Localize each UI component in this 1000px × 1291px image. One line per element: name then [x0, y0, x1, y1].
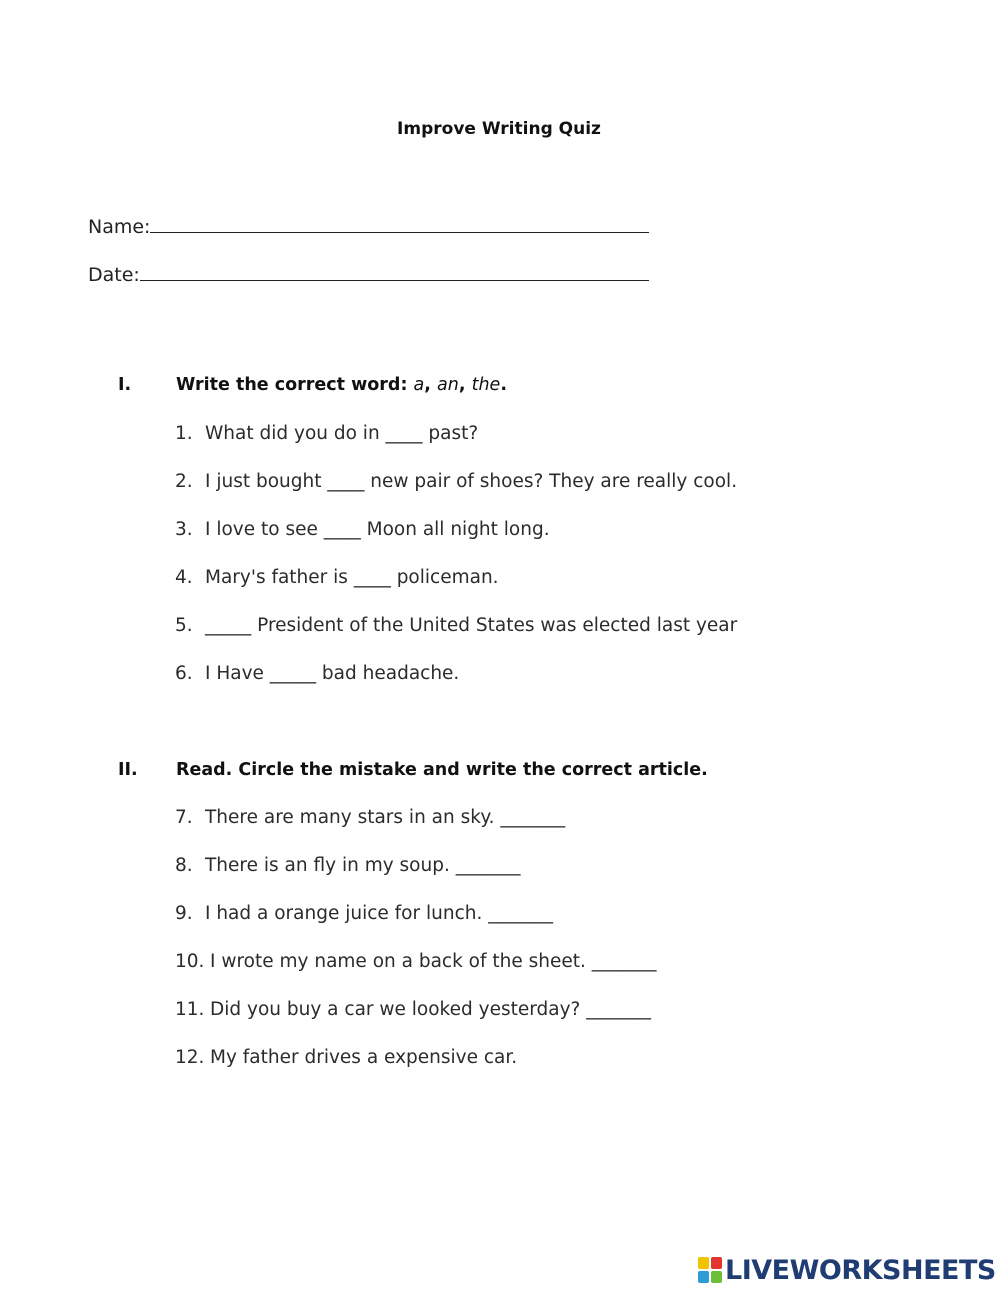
item-text: I had a orange juice for lunch. _______: [205, 903, 553, 924]
item-number: 7.: [175, 807, 193, 828]
item-number: 4.: [175, 567, 193, 588]
item-number: 10.: [175, 951, 205, 972]
item-text: I love to see ____ Moon all night long.: [205, 519, 550, 540]
item-number: 2.: [175, 471, 193, 492]
list-item: [175, 567, 499, 588]
item-text: I Have _____ bad headache.: [205, 663, 460, 684]
option-a: a: [413, 375, 425, 395]
item-text: There is an fly in my soup. _______: [205, 855, 521, 876]
page-title: Improve Writing Quiz: [397, 119, 601, 139]
list-item: [175, 999, 651, 1020]
item-number: 5.: [175, 615, 193, 636]
liveworksheets-brand: [697, 1253, 996, 1287]
item-text: Did you buy a car we looked yesterday? _______: [210, 999, 651, 1020]
item-number: 8.: [175, 855, 193, 876]
separator: ,: [424, 375, 438, 395]
list-item: [175, 807, 565, 828]
list-item: [175, 423, 478, 444]
date-label: Date:: [88, 264, 140, 286]
section-1-heading: [118, 375, 507, 395]
option-the: the: [471, 375, 501, 395]
name-field: [88, 216, 649, 238]
section-2-heading: [118, 760, 708, 780]
item-text: My father drives a expensive car.: [210, 1047, 518, 1068]
item-number: 3.: [175, 519, 193, 540]
list-item: [175, 471, 737, 492]
item-text: I wrote my name on a back of the sheet. _______: [210, 951, 657, 972]
name-label: Name:: [88, 216, 151, 238]
item-text: Mary's father is ____ policeman.: [205, 567, 499, 588]
item-number: 9.: [175, 903, 193, 924]
item-text: _____ President of the United States was elected last year: [205, 615, 738, 636]
item-number: 12.: [175, 1047, 205, 1068]
item-text: What did you do in ____ past?: [205, 423, 479, 444]
separator: ,: [458, 375, 472, 395]
item-number: 6.: [175, 663, 193, 684]
list-item: [175, 951, 657, 972]
section-1-instruction: Write the correct word:: [176, 375, 414, 395]
list-item: [175, 615, 737, 636]
list-item: [175, 663, 459, 684]
liveworksheets-logo-icon: [697, 1256, 723, 1284]
item-text: There are many stars in an sky. _______: [205, 807, 566, 828]
date-line[interactable]: [140, 264, 649, 281]
list-item: [175, 519, 550, 540]
name-line[interactable]: [150, 216, 649, 233]
section-2-instruction: Read. Circle the mistake and write the correct article.: [176, 760, 708, 780]
list-item: [175, 855, 521, 876]
item-number: 11.: [175, 999, 205, 1020]
item-number: 1.: [175, 423, 193, 444]
list-item: [175, 903, 553, 924]
brand-name: LIVEWORKSHEETS: [725, 1254, 996, 1286]
item-text: I just bought ____ new pair of shoes? They are really cool.: [205, 471, 738, 492]
heading-period: .: [500, 375, 507, 395]
option-an: an: [437, 375, 459, 395]
date-field: [88, 264, 649, 286]
list-item: [175, 1047, 517, 1068]
section-number: II.: [118, 760, 138, 780]
section-number: I.: [118, 375, 132, 395]
